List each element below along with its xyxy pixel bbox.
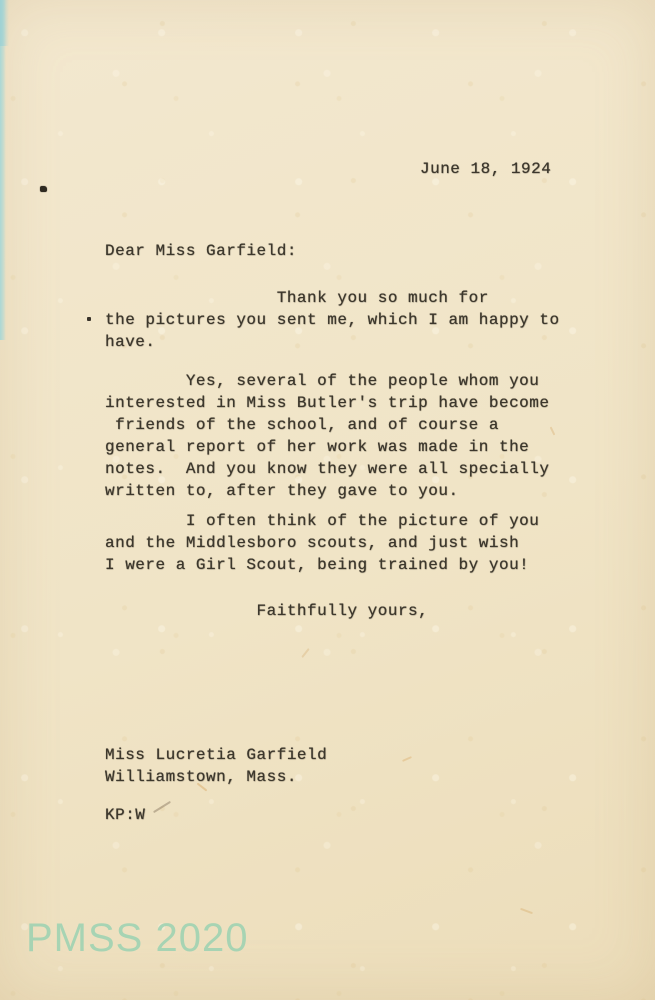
letter-line: the pictures you sent me, which I am happy to [105, 311, 560, 329]
letter-line: and the Middlesboro scouts, and just wish [105, 534, 520, 552]
paragraph-1 [105, 287, 560, 353]
paragraph-2 [105, 370, 549, 502]
recipient-address: Williamstown, Mass. [105, 768, 297, 786]
closing-line [105, 600, 428, 622]
letter-line: friends of the school, and of course a [105, 416, 499, 434]
letter-line: I often think of the picture of you [105, 512, 540, 530]
typist-initials [105, 804, 145, 826]
pencil-slash-mark [153, 801, 171, 813]
archive-watermark: PMSS 2020 [26, 916, 249, 960]
scanner-background-corner [0, 0, 9, 46]
paper-fiber-speck [550, 427, 556, 436]
ink-blot-mark [40, 186, 47, 192]
letter-line: have. [105, 333, 156, 351]
salutation [105, 240, 297, 262]
letter-line: Thank you so much for [105, 289, 489, 307]
stray-period-mark [87, 317, 91, 321]
paper-fiber-speck [402, 756, 412, 762]
letter-line: Yes, several of the people whom you [105, 372, 540, 390]
recipient-block [105, 744, 327, 788]
letter-line: I were a Girl Scout, being trained by you! [105, 556, 530, 574]
salutation-text: Dear Miss Garfield: [105, 242, 297, 260]
letter-line: general report of her work was made in the [105, 438, 530, 456]
typist-initials-text: KP:W [105, 806, 146, 824]
letter-line: interested in Miss Butler's trip have become [105, 394, 550, 412]
letter-line: notes. And you know they were all specially [105, 460, 550, 478]
letter-line: written to, after they gave to you. [105, 482, 459, 500]
recipient-name: Miss Lucretia Garfield [105, 746, 328, 764]
date-text: June 18, 1924 [420, 160, 552, 178]
scanner-background-edge [0, 0, 6, 340]
closing-text: Faithfully yours, [105, 602, 429, 620]
paper-fiber-speck [520, 908, 533, 914]
date-line [420, 158, 551, 180]
paragraph-3 [105, 510, 539, 576]
paper-fiber-speck [301, 648, 309, 658]
